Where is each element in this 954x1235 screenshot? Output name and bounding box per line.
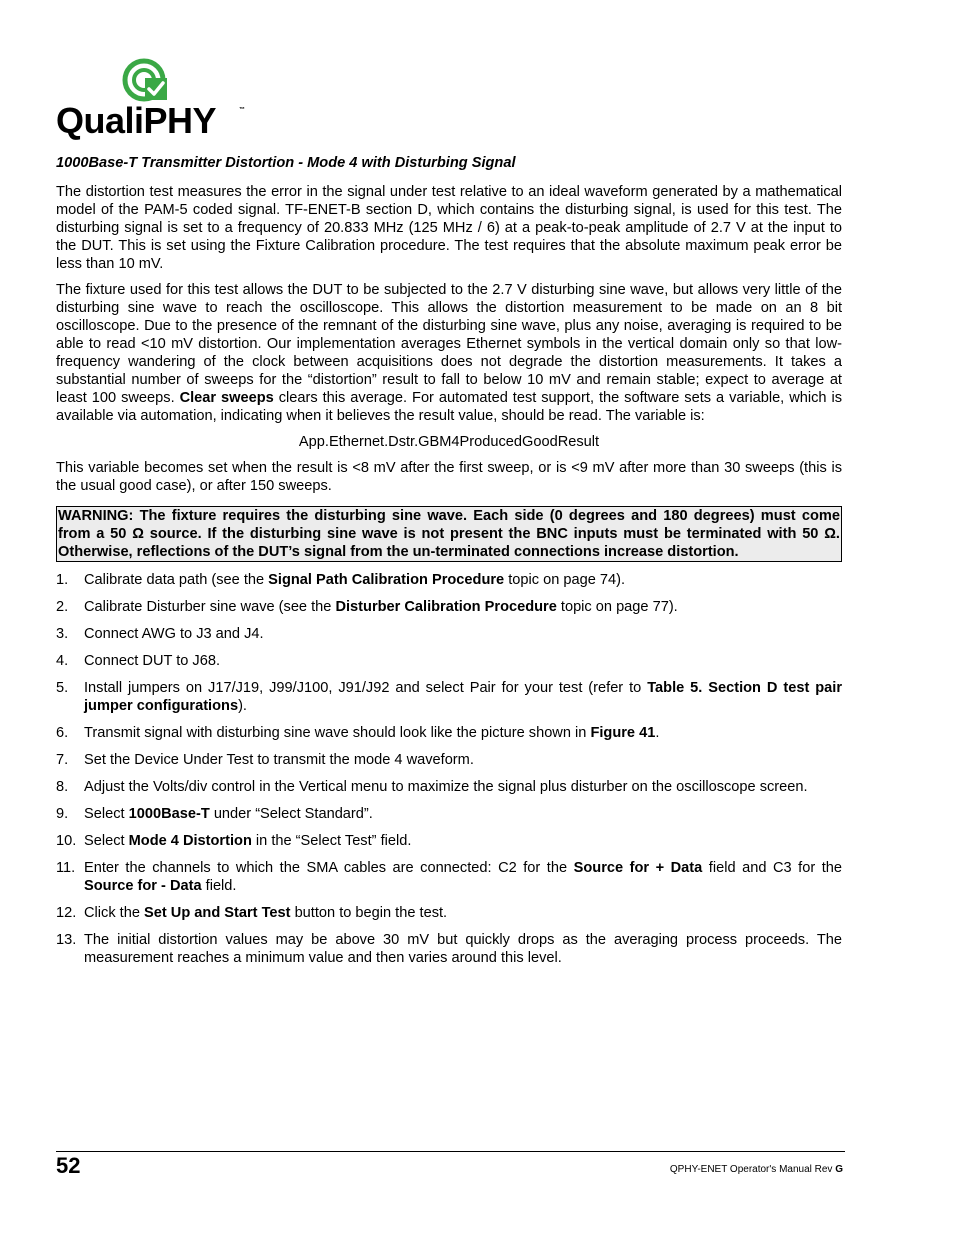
step-number: 1. bbox=[56, 572, 69, 588]
manual-title bbox=[670, 1163, 843, 1177]
bold-text: Mode 4 Distortion bbox=[128, 833, 252, 849]
text-run: Transmit signal with disturbing sine wave should look like the picture shown in bbox=[84, 725, 591, 741]
step-number: 8. bbox=[56, 779, 69, 795]
bold-text: Clear sweeps bbox=[179, 390, 274, 406]
procedure-step bbox=[56, 751, 842, 769]
text-run: Set the Device Under Test to transmit the mode 4 waveform. bbox=[84, 752, 474, 768]
bold-text: Set Up and Start Test bbox=[144, 905, 291, 921]
text-run: clears this average. For automated test support, the software sets a variable, which is available via automation, indicating when it believes the result value, should be read. The variable is: bbox=[56, 390, 842, 424]
warning-box: WARNING: The fixture requires the disturbing sine wave. Each side (0 degrees and 180 degrees) must come from a 50 Ω source. If the disturbing sine wave is not present the BNC inputs must be terminated with 50 Ω. Otherwise, reflections of the DUT’s signal from the un-terminated connections increase distortion. bbox=[58, 508, 840, 560]
paragraph-variable-set: This variable becomes set when the result is <8 mV after the first sweep, or is <9 mV after more than 30 sweeps (this is the usual good case), or after 150 sweeps. bbox=[56, 460, 842, 494]
paragraph-intro bbox=[56, 183, 842, 273]
manual-revision: G bbox=[835, 1164, 843, 1175]
text-run: Select bbox=[84, 806, 129, 822]
procedure-step bbox=[56, 724, 842, 742]
qualiphy-logo bbox=[56, 56, 256, 140]
text-run: The distortion test measures the error in the signal under test relative to an ideal waveform generated by a mathematical model of the PAM-5 coded signal. TF-ENET-B section D, which contains the disturbing signal, is used for this test. The disturbing signal is set to a frequency of 20.833 MHz (125 MHz / 6) at a peak-to-peak amplitude of 2.7 V at the input to the DUT. This is set using the Fixture Calibration procedure. The test requires that the absolute maximum peak error be less than 10 mV. bbox=[56, 184, 842, 272]
text-run: Select bbox=[84, 833, 129, 849]
page-number: 52 bbox=[56, 1153, 81, 1178]
step-number: 13. bbox=[56, 932, 77, 948]
step-number: 10. bbox=[56, 833, 77, 849]
step-text bbox=[84, 725, 659, 741]
bold-text: Signal Path Calibration Procedure bbox=[268, 572, 505, 588]
text-run: field and C3 for the bbox=[702, 860, 842, 876]
step-number: 4. bbox=[56, 653, 69, 669]
text-run: The fixture used for this test allows the DUT to be subjected to the 2.7 V disturbing sine wave, but allows very little of the disturbing sine wave to reach the oscilloscope. This allows the distortion measurement to be made on an 8 bit oscilloscope. Due to the presence of the remnant of the disturbing sine wave, plus any noise, averaging is required to be able to read <10 mV distortion. Our implementation averages Ethernet symbols in the vertical domain only so that low-frequency wandering of the clock between acquisitions does not degrade the distortion measurements. It takes a substantial number of sweeps for the “distortion” result to fall to below 10 mV and remain stable; expect to average at least 100 sweeps. bbox=[56, 282, 842, 406]
text-run: Connect DUT to J68. bbox=[84, 653, 221, 669]
procedure-step bbox=[56, 598, 842, 616]
bold-text: Source for - Data bbox=[84, 878, 202, 894]
step-text bbox=[84, 752, 474, 768]
procedure-step bbox=[56, 859, 842, 895]
text-run: topic on page 74). bbox=[504, 572, 626, 588]
step-number: 7. bbox=[56, 752, 69, 768]
trademark-mark: ™ bbox=[239, 107, 245, 113]
step-text bbox=[84, 680, 842, 714]
procedure-step bbox=[56, 778, 842, 796]
text-run: Install jumpers on J17/J19, J99/J100, J91/J92 and select Pair for your test (refer to bbox=[84, 680, 648, 696]
procedure-step bbox=[56, 571, 842, 589]
text-run: The initial distortion values may be above 30 mV but quickly drops as the averaging process proceeds. The measurement reaches a minimum value and then varies around this level. bbox=[84, 932, 842, 966]
procedure-step bbox=[56, 931, 842, 967]
step-text bbox=[84, 653, 220, 669]
text-run: Calibrate Disturber sine wave (see the bbox=[84, 599, 336, 615]
paragraph-fixture bbox=[56, 281, 842, 425]
step-text bbox=[84, 806, 373, 822]
step-text bbox=[84, 905, 447, 921]
qualiphy-logo-mark-icon bbox=[122, 56, 172, 104]
procedure-step bbox=[56, 904, 842, 922]
manual-title-text: QPHY-ENET Operator's Manual Rev bbox=[669, 1164, 836, 1175]
procedure-steps bbox=[56, 571, 842, 967]
procedure-step bbox=[56, 805, 842, 823]
text-run: in the “Select Test” field. bbox=[251, 833, 412, 849]
variable-name: App.Ethernet.Dstr.GBM4ProducedGoodResult bbox=[298, 434, 600, 450]
text-run: field. bbox=[201, 878, 237, 894]
footer-divider bbox=[56, 1151, 845, 1152]
text-run: under “Select Standard”. bbox=[209, 806, 373, 822]
page-content bbox=[56, 153, 842, 976]
step-text bbox=[84, 833, 411, 849]
text-run: button to begin the test. bbox=[290, 905, 448, 921]
step-number: 11. bbox=[56, 860, 76, 876]
step-text bbox=[84, 932, 842, 966]
text-run: ). bbox=[238, 698, 247, 714]
procedure-step bbox=[56, 652, 842, 670]
step-number: 12. bbox=[56, 905, 77, 921]
text-run: Enter the channels to which the SMA cables are connected: C2 for the bbox=[84, 860, 574, 876]
bold-text: Source for + Data bbox=[573, 860, 703, 876]
text-run: . bbox=[655, 725, 660, 741]
bold-text: Figure 41 bbox=[590, 725, 656, 741]
step-text bbox=[84, 572, 625, 588]
text-run: Calibrate data path (see the bbox=[84, 572, 269, 588]
procedure-step bbox=[56, 625, 842, 643]
step-text bbox=[84, 626, 264, 642]
text-run: topic on page 77). bbox=[556, 599, 678, 615]
text-run: Click the bbox=[84, 905, 145, 921]
section-title: 1000Base-T Transmitter Distortion - Mode 4 with Disturbing Signal bbox=[56, 155, 516, 171]
text-run: Adjust the Volts/div control in the Vertical menu to maximize the signal plus disturber on the oscilloscope screen. bbox=[84, 779, 808, 795]
text-run: Connect AWG to J3 and J4. bbox=[84, 626, 264, 642]
step-number: 2. bbox=[56, 599, 69, 615]
procedure-step bbox=[56, 832, 842, 850]
bold-text: Table 5. Section D test pair jumper configurations bbox=[84, 680, 843, 714]
step-text bbox=[84, 599, 678, 615]
qualiphy-logo-text: QualiPHY bbox=[56, 100, 217, 141]
step-text bbox=[84, 779, 808, 795]
step-number: 9. bbox=[56, 806, 69, 822]
bold-text: 1000Base-T bbox=[128, 806, 210, 822]
step-text bbox=[84, 860, 842, 894]
bold-text: Disturber Calibration Procedure bbox=[335, 599, 557, 615]
step-number: 5. bbox=[56, 680, 69, 696]
step-number: 6. bbox=[56, 725, 69, 741]
procedure-step bbox=[56, 679, 842, 715]
step-number: 3. bbox=[56, 626, 69, 642]
